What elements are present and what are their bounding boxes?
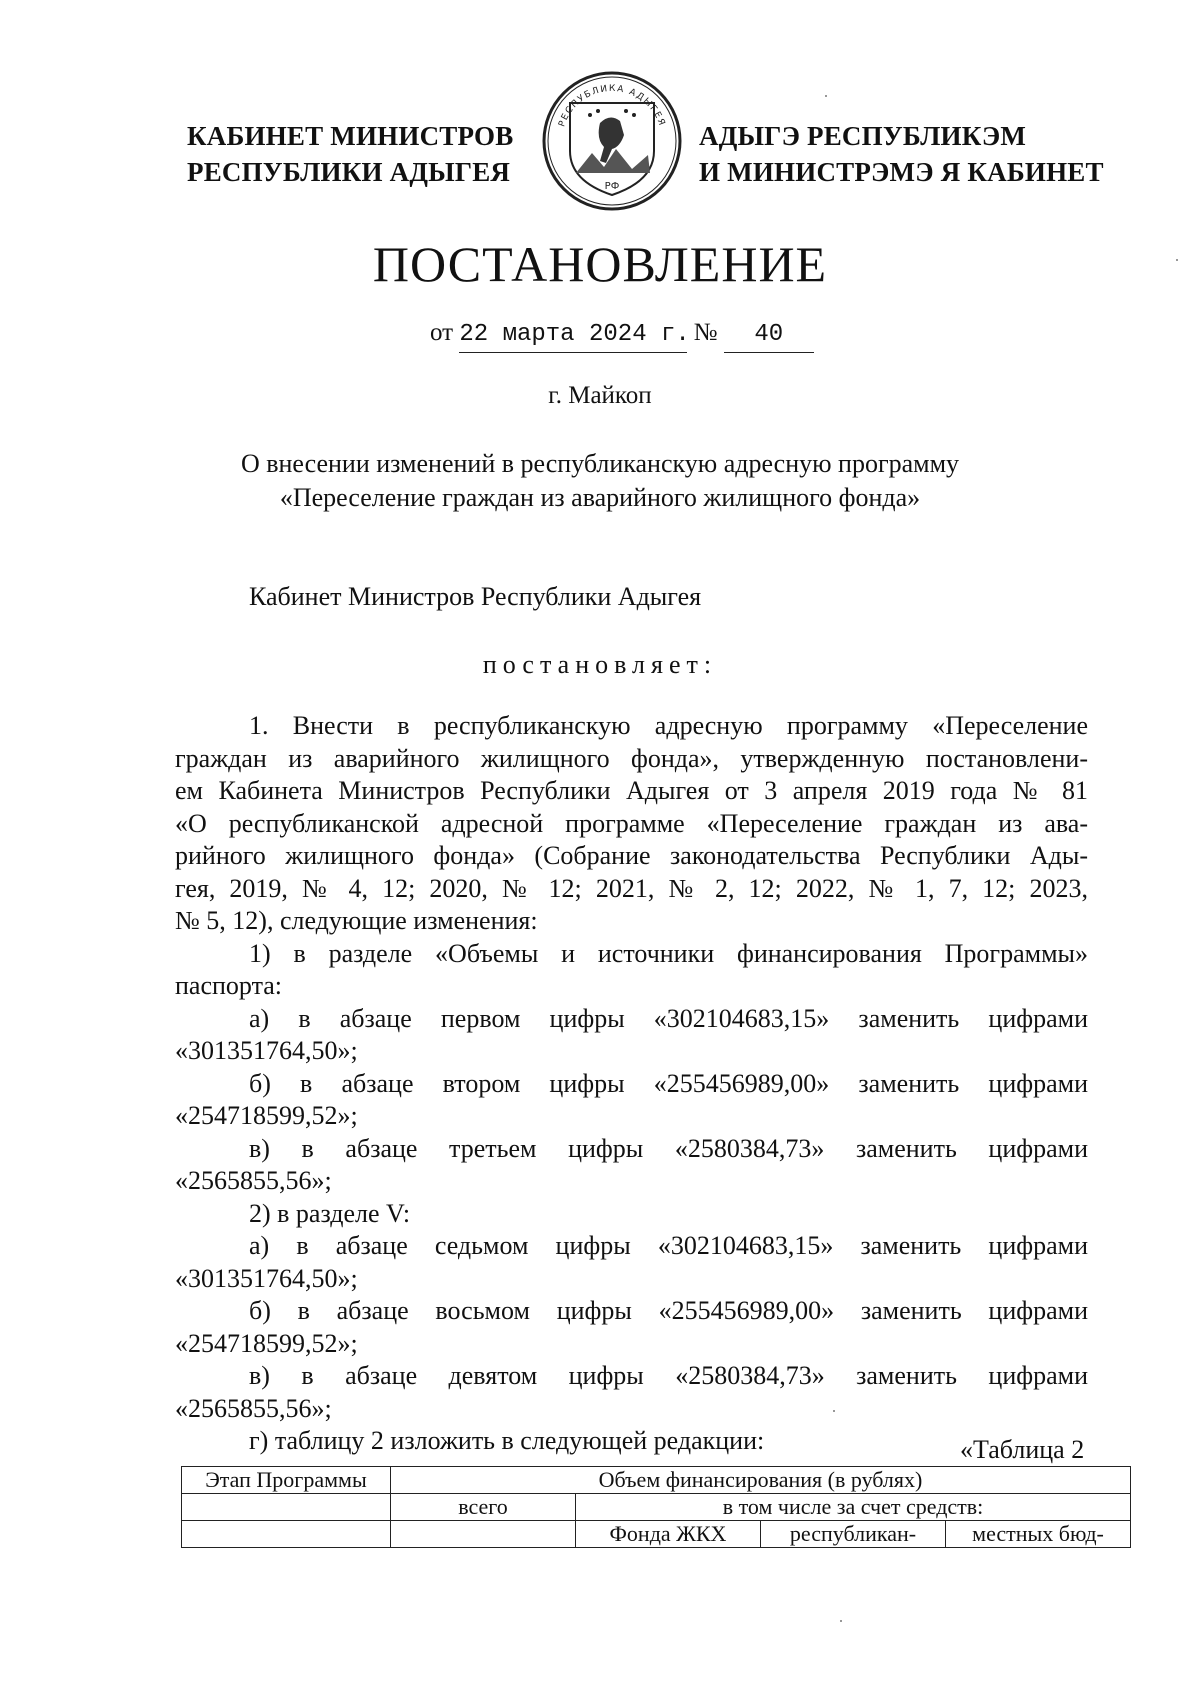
date-line — [430, 316, 814, 353]
financing-table — [181, 1466, 1131, 1548]
body-line: г) таблицу 2 изложить в следующей редакции: — [249, 1426, 765, 1455]
document-title: ПОСТАНОВЛЕНИЕ — [372, 236, 828, 292]
body-line: 1) в разделе «Объемы и источники финансирования Программы» — [249, 938, 1088, 968]
subject-line-1: О внесении изменений в республиканскую адресную программу — [240, 449, 960, 478]
document-subject — [0, 447, 1200, 515]
header-right — [699, 118, 1104, 190]
table-cell-empty — [182, 1521, 391, 1548]
header-right-line-1: АДЫГЭ РЕСПУБЛИКЭМ — [699, 121, 1027, 151]
scan-speck — [840, 1620, 842, 1622]
coat-of-arms-emblem — [540, 63, 684, 215]
table-header-including: в том числе за счет средств: — [576, 1494, 1131, 1521]
body-line: гея, 2019, № 4, 12; 2020, № 12; 2021, № 2, 12; 2022, № 1, 7, 12; 2023, — [175, 873, 1088, 903]
body-line: «2565855,56»; — [175, 1166, 332, 1195]
body-line: паспорта: — [175, 971, 283, 1000]
table-cell-empty — [391, 1521, 576, 1548]
body-line: рийного жилищного фонда» (Собрание законодательства Республики Ады- — [175, 841, 1088, 870]
header-left-line-2: РЕСПУБЛИКИ АДЫГЕЯ — [187, 157, 511, 187]
body-line: а) в абзаце седьмом цифры «302104683,15» заменить цифрами — [249, 1231, 1088, 1260]
body-line: № 5, 12), следующие изменения: — [175, 906, 538, 935]
body-line: «301351764,50»; — [175, 1036, 358, 1065]
body-line: «О республиканской адресной программе «Переселение граждан из ава- — [175, 808, 1088, 838]
body-line: граждан из аварийного жилищного фонда», утвержденную постановлени- — [175, 743, 1088, 773]
city: г. Майкоп — [548, 382, 652, 409]
scan-speck — [1176, 259, 1178, 261]
table-row — [182, 1494, 1131, 1521]
table-cell-empty — [182, 1494, 391, 1521]
body-line: «254718599,52»; — [175, 1328, 358, 1358]
table-header-fund: Фонда ЖКХ — [576, 1521, 761, 1548]
header-left — [187, 118, 513, 190]
body-line: б) в абзаце втором цифры «255456989,00» заменить цифрами — [249, 1068, 1088, 1098]
body-line: ем Кабинета Министров Республики Адыгея от 3 апреля 2019 года № 81 — [175, 776, 1088, 805]
emblem-top-text: РЕСПУБЛИКА АДЫГЕЯ — [557, 83, 667, 129]
body-line: 1. Внести в республиканскую адресную программу «Переселение — [249, 711, 1088, 740]
subject-line-2: «Переселение граждан из аварийного жилищного фонда» — [279, 483, 921, 512]
body-line: в) в абзаце девятом цифры «2580384,73» заменить цифрами — [249, 1361, 1088, 1390]
table-header-republic: республикан- — [761, 1521, 946, 1548]
table-row — [182, 1521, 1131, 1548]
intro-text: Кабинет Министров Республики Адыгея — [249, 582, 702, 611]
resolves-text: постановляет: — [482, 650, 718, 679]
table-caption: «Таблица 2 — [960, 1435, 1085, 1464]
document-date: 22 марта 2024 г. — [459, 318, 687, 353]
header-left-line-1: КАБИНЕТ МИНИСТРОВ — [187, 121, 514, 151]
table-header-total: всего — [391, 1494, 576, 1521]
body-line: «301351764,50»; — [175, 1263, 358, 1293]
scan-speck — [825, 95, 827, 97]
body-text — [175, 710, 1088, 1458]
body-line: «254718599,52»; — [175, 1101, 358, 1130]
table-header-local: местных бюд- — [946, 1521, 1131, 1548]
body-line: 2) в разделе V: — [249, 1198, 411, 1228]
body-line: «2565855,56»; — [175, 1393, 332, 1423]
header-right-line-2: И МИНИСТРЭМЭ Я КАБИНЕТ — [699, 157, 1104, 187]
date-from-label: от — [430, 319, 454, 346]
body-line: в) в абзаце третьем цифры «2580384,73» заменить цифрами — [249, 1133, 1088, 1163]
table-header-stage: Этап Программы — [182, 1467, 391, 1494]
table-row — [182, 1467, 1131, 1494]
body-line: а) в абзаце первом цифры «302104683,15» заменить цифрами — [249, 1003, 1088, 1033]
emblem-bottom-text: РФ — [604, 181, 620, 192]
scan-speck — [833, 1410, 835, 1412]
body-line: б) в абзаце восьмом цифры «255456989,00» заменить цифрами — [249, 1296, 1088, 1325]
document-number: 40 — [724, 318, 814, 353]
table-header-volume: Объем финансирования (в рублях) — [391, 1467, 1131, 1494]
number-label: № — [693, 319, 718, 346]
